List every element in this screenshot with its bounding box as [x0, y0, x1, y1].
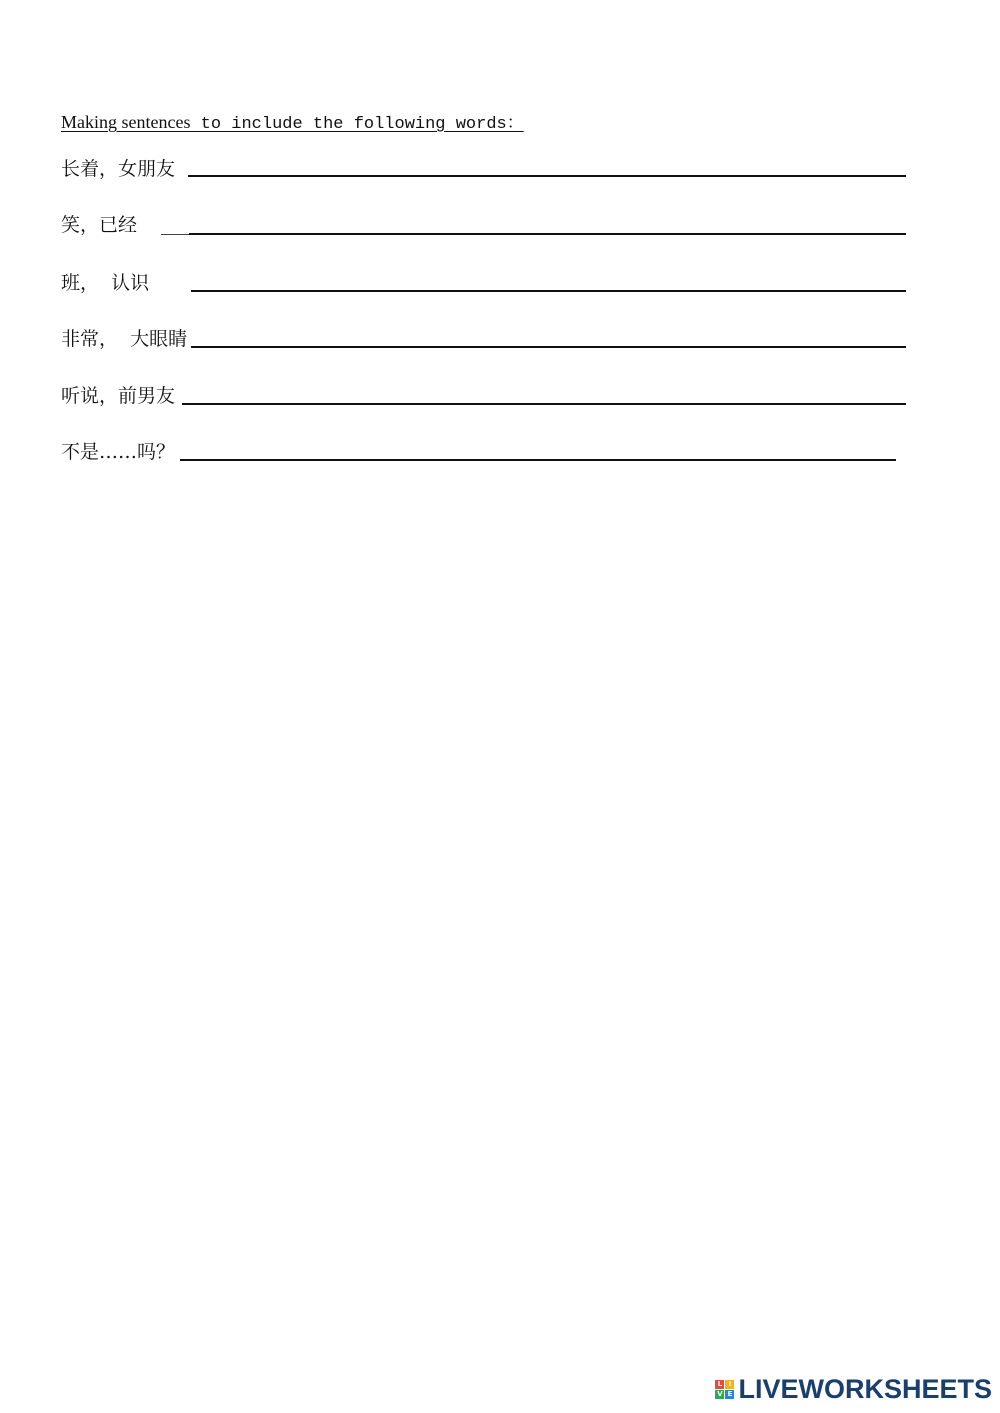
word-prompt: 听说，前男友: [61, 385, 176, 407]
footer-branding: [715, 1374, 992, 1405]
title-part-1: Making sentences: [61, 112, 191, 132]
word-prompt: 班， 认识: [61, 272, 150, 294]
answer-line[interactable]: [182, 403, 906, 405]
title-part-2: to include the following words：: [190, 115, 524, 134]
logo-letter: I: [725, 1380, 734, 1389]
answer-line[interactable]: [188, 175, 906, 177]
brand-name: LIVEWORKSHEETS: [738, 1374, 992, 1404]
liveworksheets-logo-icon: [715, 1380, 734, 1399]
word-prompt: 笑，已经: [61, 214, 138, 236]
logo-letter: L: [715, 1380, 724, 1389]
worksheet-title: [61, 108, 524, 134]
logo-letter: V: [717, 1390, 723, 1398]
answer-line[interactable]: [189, 233, 906, 235]
answer-line[interactable]: [191, 290, 906, 292]
word-prompt: 不是……吗？: [61, 441, 176, 463]
word-prompt: 长着，女朋友: [61, 158, 176, 180]
answer-line-lead: [161, 234, 189, 235]
logo-letter: E: [725, 1390, 734, 1399]
word-prompt: 非常， 大眼睛: [61, 328, 188, 350]
answer-line[interactable]: [180, 459, 896, 461]
answer-line[interactable]: [191, 346, 906, 348]
